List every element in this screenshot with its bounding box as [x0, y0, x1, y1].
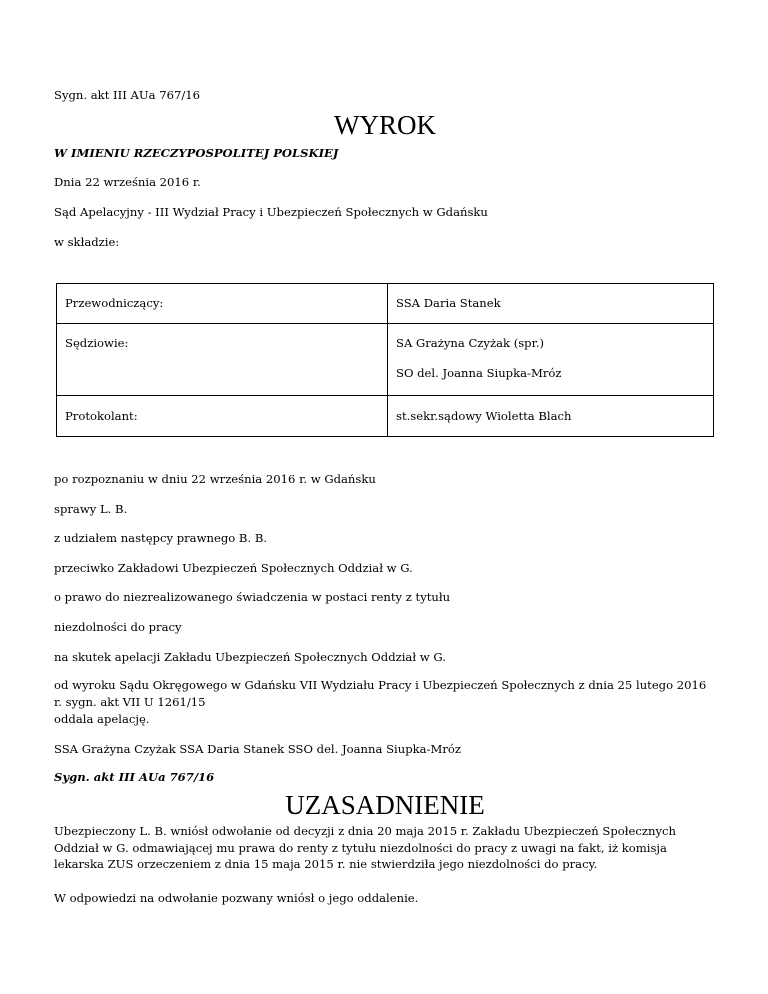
panel-name: SA Grażyna Czyżak (spr.): [396, 336, 545, 350]
court-panel-table: [56, 283, 714, 437]
ruling-line: na skutek apelacji Zakładu Ubezpieczeń Społecznych Oddział w G.: [54, 650, 446, 664]
judgment-title: WYROK: [334, 110, 436, 140]
panel-name: st.sekr.sądowy Wioletta Blach: [396, 409, 572, 423]
justification-case-number: Sygn. akt III AUa 767/16: [54, 770, 215, 784]
judgment-subtitle: W IMIENIU RZECZYPOSPOLITEJ POLSKIEJ: [54, 146, 339, 160]
ruling-line: sprawy L. B.: [54, 502, 128, 516]
ruling-decision: oddala apelację.: [54, 712, 150, 726]
case-number: Sygn. akt III AUa 767/16: [54, 88, 200, 102]
judgment-date: Dnia 22 września 2016 r.: [54, 175, 201, 189]
ruling-line: po rozpoznaniu w dniu 22 września 2016 r. w Gdańsku: [54, 472, 376, 486]
panel-row-presiding: [57, 284, 714, 324]
panel-row-judges: [57, 324, 714, 396]
ruling-line: niezdolności do pracy: [54, 620, 182, 634]
composition-label: w składzie:: [54, 235, 120, 249]
panel-name: SO del. Joanna Siupka-Mróz: [396, 366, 562, 380]
ruling-line: przeciwko Zakładowi Ubezpieczeń Społecznych Oddział w G.: [54, 561, 413, 575]
justification-title: UZASADNIENIE: [285, 790, 485, 820]
ruling-line: z udziałem następcy prawnego B. B.: [54, 531, 268, 545]
justification-paragraph: W odpowiedzi na odwołanie pozwany wniósł o jego oddalenie.: [54, 891, 419, 905]
justification-paragraph: Ubezpieczony L. B. wniósł odwołanie od decyzji z dnia 20 maja 2015 r. Zakładu Ubezpieczeń Społecznych Oddział w G. odmawiającej mu prawa do renty z tytułu niezdolności do pracy z uwagi na fakt, iż komisja lekarska ZUS orzeczeniem z dnia 15 maja 2015 r. nie stwierdziła jego niezdolności do pracy.: [54, 824, 676, 871]
judges-signatures: SSA Grażyna Czyżak SSA Daria Stanek SSO del. Joanna Siupka-Mróz: [54, 742, 461, 756]
panel-name: SSA Daria Stanek: [396, 296, 501, 310]
court-name: Sąd Apelacyjny - III Wydział Pracy i Ubezpieczeń Społecznych w Gdańsku: [54, 205, 488, 219]
panel-role: Sędziowie:: [65, 336, 129, 350]
panel-row-clerk: [57, 396, 714, 437]
panel-role: Przewodniczący:: [65, 296, 164, 310]
appeal-source: od wyroku Sądu Okręgowego w Gdańsku VII Wydziału Pracy i Ubezpieczeń Społecznych z dnia 25 lutego 2016 r. sygn. akt VII U 1261/15: [54, 678, 707, 709]
ruling-line: o prawo do niezrealizowanego świadczenia w postaci renty z tytułu: [54, 590, 451, 604]
panel-role: Protokolant:: [65, 409, 138, 423]
